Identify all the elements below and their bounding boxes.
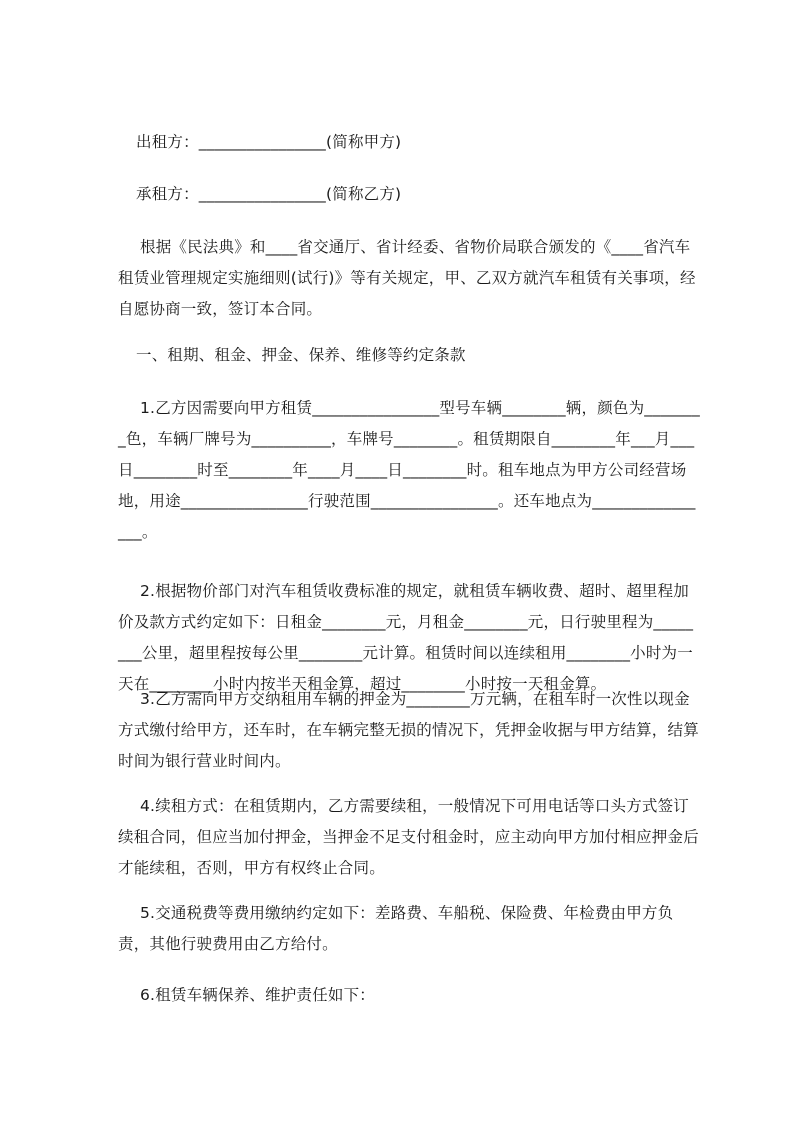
clause-1: 1.乙方因需要向甲方租赁________________型号车辆________辆，颜色为________色，车辆厂牌号为__________，车牌号________。租赁期限自________年___月___日________时至________年____月____日________时。租车地点为甲方公司经营场地，用途________________行驶范围________________。还车地点为________________。 <box>118 399 700 541</box>
clause-3: 3.乙方需向甲方交纳租用车辆的押金为________万元辆，在租车时一次性以现金方式缴付给甲方，还车时，在车辆完整无损的情况下，凭押金收据与甲方结算，结算时间为银行营业时间内。 <box>118 690 699 770</box>
lessor-line: 出租方：________________(简称甲方) <box>136 133 402 151</box>
lessee-line: 承租方：________________(简称乙方) <box>136 185 402 203</box>
preamble-paragraph: 根据《民法典》和____省交通厅、省计经委、省物价局联合颁发的《____省汽车租赁业管理规定实施细则(试行)》等有关规定，甲、乙双方就汽车租赁有关事项，经自愿协商一致，签订本合同。 <box>118 238 696 318</box>
clause-4: 4.续租方式：在租赁期内，乙方需要续租，一般情况下可用电话等口头方式签订续租合同，但应当加付押金，当押金不足支付租金时，应主动向甲方加付相应押金后才能续租，否则，甲方有权终止合同。 <box>118 797 699 877</box>
clause-5: 5.交通税费等费用缴纳约定如下：差路费、车船税、保险费、年检费由甲方负责，其他行驶费用由乙方给付。 <box>118 904 674 953</box>
clause-6: 6.租赁车辆保养、维护责任如下： <box>140 986 375 1004</box>
section-heading: 一、租期、租金、押金、保养、维修等约定条款 <box>136 346 466 364</box>
clause-2: 2.根据物价部门对汽车租赁收费标准的规定，就租赁车辆收费、超时、超里程加价及款方式约定如下：日租金________元，月租金________元，日行驶里程为________公里，超里程按每公里________元计算。租赁时间以连续租用________小时为一天在________小时内按半天租金算，超过________小时按一天租金算。 <box>118 582 694 693</box>
